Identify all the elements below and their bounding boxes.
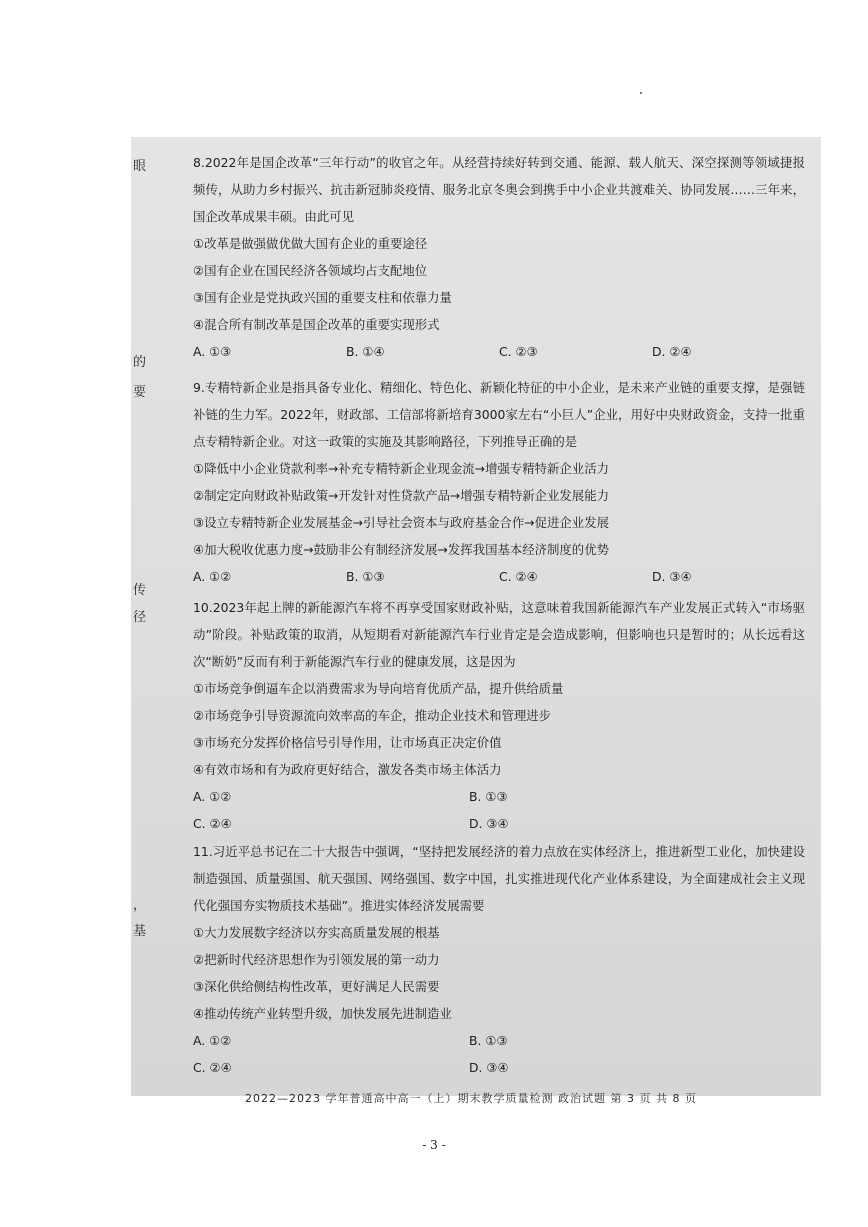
question-item: ①大力发展数字经济以夯实高质量发展的根基 [193, 925, 440, 940]
question-item: ④推动传统产业转型升级，加快发展先进制造业 [193, 1006, 452, 1021]
question-item: ④混合所有制改革是国企改革的重要实现形式 [193, 317, 440, 332]
answer-options [193, 1027, 805, 1054]
question-item: ①市场竞争倒逼车企以消费需求为导向培育优质产品，提升供给质量 [193, 681, 564, 696]
option-b: B. ①③ [469, 789, 508, 804]
question-stem: 11.习近平总书记在二十大报告中强调，“坚持把发展经济的着力点放在实体经济上，推进新型工业化，加快建设制造强国、质量强国、航天强国、网络强国、数字中国，扎实推进现代化产业体系建设，为全面建成社会主义现代化强国夯实物质技术基础”。推进实体经济发展需要 [193, 844, 805, 913]
margin-char: ， [133, 898, 147, 913]
question-8 [193, 149, 805, 365]
option-a: A. ①② [193, 789, 232, 804]
question-stem: 9.专精特新企业是指具备专业化、精细化、特色化、新颖化特征的中小企业，是未来产业链的重要支撑，是强链补链的生力军。2022年，财政部、工信部将新培育3000家左右“小巨人”企业，用好中央财政资金，支持一批重点专精特新企业。对这一政策的实施及其影响路径，下列推导正确的是 [193, 380, 805, 449]
option-b: B. ①③ [469, 1033, 508, 1048]
answer-options [193, 563, 805, 590]
question-item: ④加大税收优惠力度→鼓励非公有制经济发展→发挥我国基本经济制度的优势 [193, 542, 609, 557]
answer-options [193, 783, 805, 810]
margin-char: 眼 [133, 159, 147, 174]
answer-options [193, 810, 805, 837]
question-stem: 10.2023年起上牌的新能源汽车将不再享受国家财政补贴，这意味着我国新能源汽车产业发展正式转入“市场驱动”阶段。补贴政策的取消，从短期看对新能源汽车行业肯定是会造成影响，但影响也只是暂时的；从长远看这次“断奶”反而有利于新能源汽车行业的健康发展，这是因为 [193, 600, 805, 669]
option-c: C. ②④ [499, 569, 538, 584]
question-item: ①改革是做强做优做大国有企业的重要途径 [193, 236, 428, 251]
question-item: ②制定定向财政补贴政策→开发针对性贷款产品→增强专精特新企业发展能力 [193, 488, 609, 503]
scanned-page-photo [131, 137, 821, 1105]
answer-options [193, 1054, 805, 1081]
option-a: A. ①③ [193, 344, 232, 359]
option-c: C. ②③ [499, 344, 538, 359]
answer-options [193, 338, 805, 365]
option-d: D. ②④ [652, 344, 692, 359]
option-c: C. ②④ [193, 1060, 232, 1075]
margin-char: 径 [133, 610, 147, 625]
option-b: B. ①③ [346, 569, 385, 584]
option-a: A. ①② [193, 569, 232, 584]
question-item: ②把新时代经济思想作为引领发展的第一动力 [193, 952, 440, 967]
margin-char: 要 [133, 385, 147, 400]
question-item: ④有效市场和有为政府更好结合，激发各类市场主体活力 [193, 762, 502, 777]
question-10 [193, 594, 805, 837]
question-item: ②市场竞争引导资源流向效率高的车企，推动企业技术和管理进步 [193, 708, 552, 723]
question-9 [193, 374, 805, 590]
question-item: ③国有企业是党执政兴国的重要支柱和依靠力量 [193, 290, 452, 305]
option-c: C. ②④ [193, 816, 232, 831]
question-stem: 8.2022年是国企改革“三年行动”的收官之年。从经营持续好转到交通、能源、载人航天、深空探测等领域捷报频传，从助力乡村振兴、抗击新冠肺炎疫情、服务北京冬奥会到携手中小企业共渡难关、协同发展……三年来，国企改革成果丰硕。由此可见 [193, 155, 805, 224]
option-b: B. ①④ [346, 344, 385, 359]
option-d: D. ③④ [469, 816, 509, 831]
option-d: D. ③④ [469, 1060, 509, 1075]
margin-char: 基 [133, 924, 147, 939]
question-item: ③设立专精特新企业发展基金→引导社会资本与政府基金合作→促进企业发展 [193, 515, 609, 530]
question-item: ③市场充分发挥价格信号引导作用，让市场真正决定价值 [193, 735, 502, 750]
question-item: ③深化供给侧结构性改革，更好满足人民需要 [193, 979, 440, 994]
exam-footer: 2022—2023 学年普通高中高一（上）期末教学质量检测 政治试题 第 3 页 共 8 页 [245, 1092, 697, 1105]
question-11 [193, 838, 805, 1081]
option-d: D. ③④ [652, 569, 692, 584]
margin-char: 传 [133, 583, 147, 598]
option-a: A. ①② [193, 1033, 232, 1048]
page-number: - 3 - [422, 1138, 446, 1152]
question-item: ②国有企业在国民经济各领域均占支配地位 [193, 263, 428, 278]
question-item: ①降低中小企业贷款利率→补充专精特新企业现金流→增强专精特新企业活力 [193, 461, 609, 476]
scan-speck [640, 92, 642, 94]
margin-char: 的 [133, 355, 147, 370]
